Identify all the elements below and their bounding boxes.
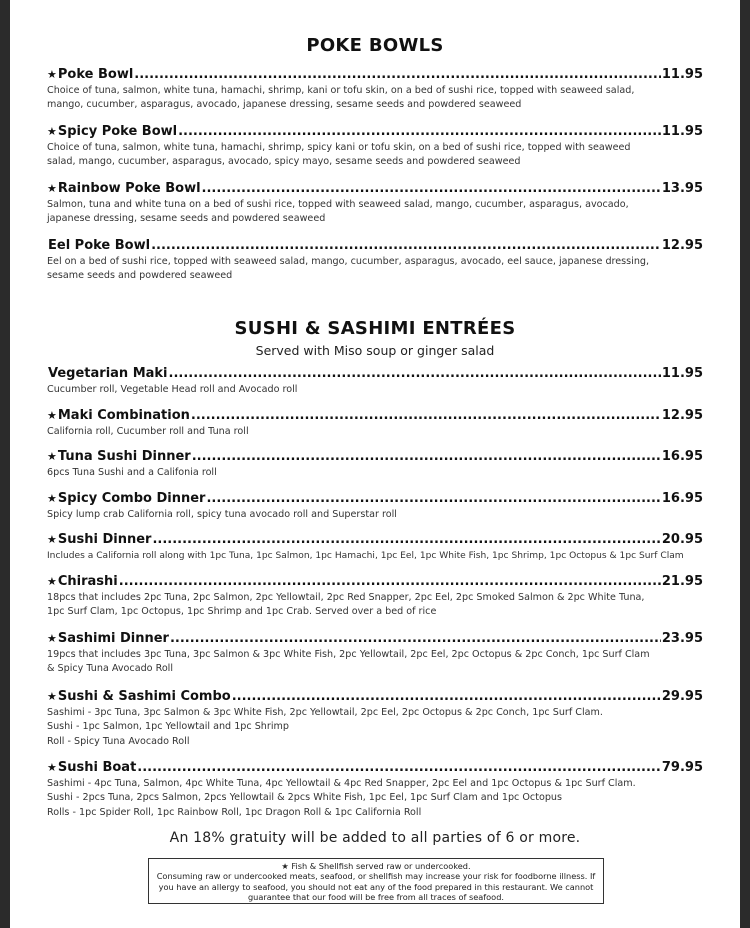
notice-title: ★ Fish & Shellfish served raw or undercooked. — [281, 861, 471, 871]
item-description: Spicy lump crab California roll, spicy tuna avocado roll and Superstar roll — [47, 509, 397, 520]
item-description: Sashimi - 4pc Tuna, Salmon, 4pc White Tuna, 4pc Yellowtail & 4pc Red Snapper, 2pc Eel and 1pc Octopus & 1pc Surf Clam. Sushi - 2pcs Tuna, 2pcs Salmon, 2pcs Yellowtail & 2pcs White Fish, 1pc Eel, 1pc Surf Clam and 1pc Octopus Rolls - 1pc Spider Roll, 1pc Rainbow Roll, 1pc Dragon Roll & 1pc California Roll — [47, 778, 636, 818]
gratuity-note: An 18% gratuity will be added to all parties of 6 or more. — [169, 830, 581, 846]
star-icon: ★ — [47, 125, 57, 138]
item-name: Sushi & Sashimi Combo — [57, 689, 231, 704]
item-name: Chirashi — [57, 574, 118, 589]
item-price: 11.95 — [661, 124, 703, 139]
menu-item — [47, 365, 703, 397]
leader-dots — [192, 448, 661, 465]
item-price: 11.95 — [661, 67, 703, 82]
poke-bowls-heading: POKE BOWLS — [306, 35, 444, 56]
star-icon: ★ — [47, 632, 57, 645]
menu-item — [47, 123, 703, 170]
menu-item — [47, 180, 703, 227]
menu-item — [47, 407, 703, 439]
item-name: Rainbow Poke Bowl — [57, 181, 201, 196]
item-description: Includes a California roll along with 1pc Tuna, 1pc Salmon, 1pc Hamachi, 1pc Eel, 1pc White Fish, 1pc Shrimp, 1pc Octopus & 1pc Surf Clam — [47, 551, 684, 561]
item-price: 13.95 — [661, 181, 703, 196]
star-icon: ★ — [47, 575, 57, 588]
item-description: Sashimi - 3pc Tuna, 3pc Salmon & 3pc White Fish, 2pc Yellowtail, 2pc Eel, 2pc Octopus & 2pc Conch, 1pc Surf Clam. Sushi - 1pc Salmon, 1pc Yellowtail and 1pc Shrimp Roll - Spicy Tuna Avocado Roll — [47, 707, 603, 747]
item-description: California roll, Cucumber roll and Tuna roll — [47, 426, 249, 437]
menu-page — [10, 0, 740, 928]
item-price: 21.95 — [661, 574, 703, 589]
item-price: 11.95 — [661, 366, 703, 381]
leader-dots — [119, 573, 661, 590]
item-price: 12.95 — [661, 408, 703, 423]
item-description: Eel on a bed of sushi rice, topped with seaweed salad, mango, cucumber, asparagus, avocado, eel sauce, japanese dressing, sesame seeds and powdered seaweed — [47, 256, 650, 282]
leader-dots — [134, 66, 661, 83]
item-description: Cucumber roll, Vegetable Head roll and Avocado roll — [47, 384, 298, 395]
menu-item — [47, 688, 703, 749]
star-icon: ★ — [47, 68, 57, 81]
item-price: 12.95 — [661, 238, 703, 253]
menu-item — [47, 630, 703, 677]
item-description: 19pcs that includes 3pc Tuna, 3pc Salmon & 3pc White Fish, 2pc Yellowtail, 2pc Eel, 2pc Octopus & 2pc Conch, 1pc Surf Clam & Spicy Tuna Avocado Roll — [47, 649, 650, 675]
star-icon: ★ — [47, 450, 57, 463]
star-icon: ★ — [47, 182, 57, 195]
menu-item — [47, 573, 703, 620]
leader-dots — [169, 365, 661, 382]
star-icon: ★ — [47, 492, 57, 505]
item-price: 29.95 — [661, 689, 703, 704]
item-price: 16.95 — [661, 449, 703, 464]
item-name: Poke Bowl — [57, 67, 134, 82]
leader-dots — [178, 123, 661, 140]
item-price: 23.95 — [661, 631, 703, 646]
leader-dots — [151, 237, 661, 254]
sushi-subtitle: Served with Miso soup or ginger salad — [255, 343, 495, 358]
leader-dots — [232, 688, 661, 705]
notice-body: Consuming raw or undercooked meats, seafood, or shellfish may increase your risk for foodborne illness. If you have an allergy to seafood, you should not eat any of the food prepared in this restaurant. We cannot guarantee that our food will be free from all traces of seafood. — [156, 871, 596, 903]
leader-dots — [152, 531, 660, 548]
menu-item — [47, 531, 703, 563]
item-description: 18pcs that includes 2pc Tuna, 2pc Salmon, 2pc Yellowtail, 2pc Red Snapper, 2pc Eel, 2pc Smoked Salmon & 2pc White Tuna, 1pc Surf Clam, 1pc Octopus, 1pc Shrimp and 1pc Crab. Served over a bed of rice — [47, 592, 645, 618]
item-name: Sushi Boat — [57, 760, 137, 775]
item-name: Vegetarian Maki — [48, 366, 168, 381]
menu-item — [47, 448, 703, 480]
item-description: Choice of tuna, salmon, white tuna, hamachi, shrimp, kani or tofu skin, on a bed of sushi rice, topped with seaweed salad, mango, cucumber, asparagus, avocado, japanese dressing, sesame seeds and powdered seaweed — [47, 85, 635, 111]
item-price: 20.95 — [661, 532, 703, 547]
leader-dots — [206, 490, 660, 507]
item-price: 79.95 — [661, 760, 703, 775]
item-description: 6pcs Tuna Sushi and a Califonia roll — [47, 467, 217, 478]
menu-item — [47, 759, 703, 820]
star-icon: ★ — [47, 409, 57, 422]
menu-item — [47, 66, 703, 113]
star-icon: ★ — [47, 533, 57, 546]
leader-dots — [170, 630, 661, 647]
leader-dots — [137, 759, 661, 776]
menu-item — [47, 237, 703, 284]
item-price: 16.95 — [661, 491, 703, 506]
sushi-sashimi-heading: SUSHI & SASHIMI ENTRÉES — [234, 318, 516, 339]
item-name: Sashimi Dinner — [57, 631, 169, 646]
raw-food-notice — [148, 858, 604, 904]
menu-item — [47, 490, 703, 522]
item-name: Spicy Poke Bowl — [57, 124, 178, 139]
item-name: Tuna Sushi Dinner — [57, 449, 191, 464]
item-name: Maki Combination — [57, 408, 190, 423]
item-description: Choice of tuna, salmon, white tuna, hamachi, shrimp, spicy kani or tofu skin, on a bed of sushi rice, topped with seaweed salad, mango, cucumber, asparagus, avocado, spicy mayo, sesame seeds and powdered seaweed — [47, 142, 631, 168]
item-name: Eel Poke Bowl — [48, 238, 151, 253]
star-icon: ★ — [47, 761, 57, 774]
star-icon: ★ — [47, 690, 57, 703]
leader-dots — [191, 407, 661, 424]
item-name: Sushi Dinner — [57, 532, 152, 547]
item-name: Spicy Combo Dinner — [57, 491, 206, 506]
item-description: Salmon, tuna and white tuna on a bed of sushi rice, topped with seaweed salad, mango, cucumber, asparagus, avocado, japanese dressing, sesame seeds and powdered seaweed — [47, 199, 629, 225]
leader-dots — [202, 180, 661, 197]
